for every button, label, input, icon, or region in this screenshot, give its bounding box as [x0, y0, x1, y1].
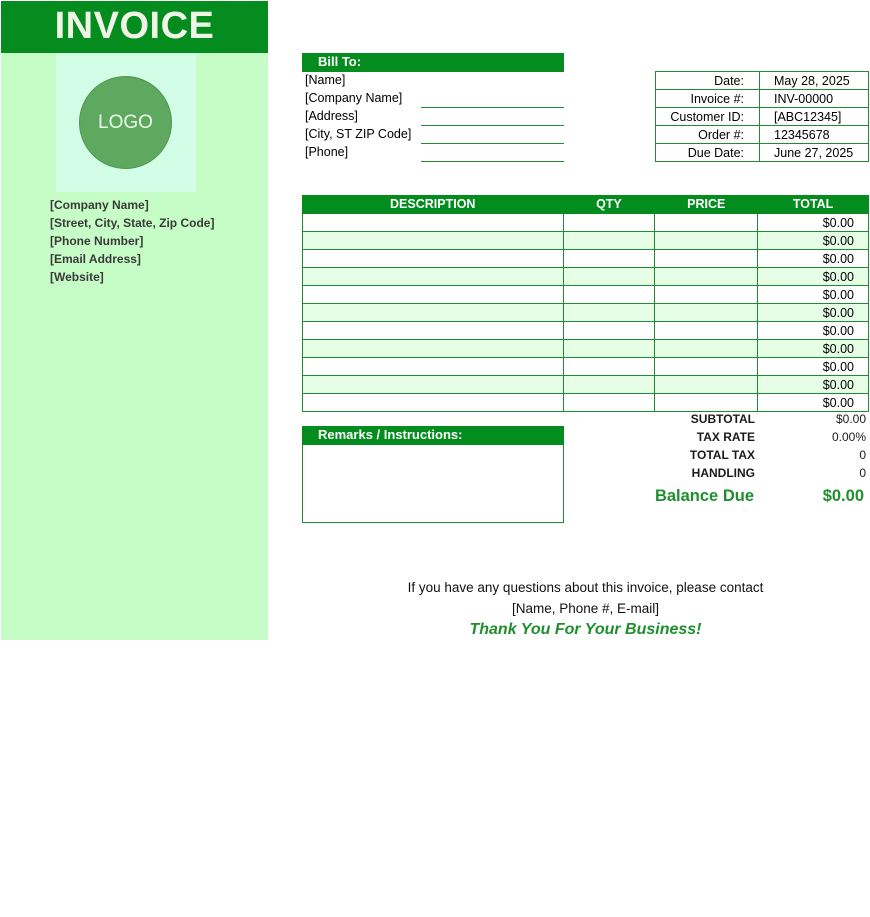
- table-row: [303, 340, 869, 358]
- totals-summary: [600, 410, 869, 508]
- taxrate-label: TAX RATE: [696, 430, 755, 444]
- subtotal-row: [600, 410, 869, 428]
- table-row: [303, 394, 869, 412]
- remarks-heading: Remarks / Instructions:: [302, 426, 564, 445]
- underline: [421, 161, 564, 162]
- item-description-cell[interactable]: [303, 376, 564, 394]
- handling-label: HANDLING: [691, 466, 755, 480]
- col-qty: QTY: [563, 196, 655, 214]
- info-label: Due Date:: [656, 144, 760, 162]
- item-price-cell[interactable]: [655, 304, 758, 322]
- totaltax-row: [600, 446, 869, 464]
- item-qty-cell[interactable]: [563, 286, 655, 304]
- invoice-info-table: [655, 71, 869, 162]
- table-row: [303, 376, 869, 394]
- info-value-date[interactable]: May 28, 2025: [760, 72, 869, 90]
- bill-to-fields: [302, 72, 564, 162]
- item-description-cell[interactable]: [303, 268, 564, 286]
- footer-contact-info[interactable]: [Name, Phone #, E-mail]: [511, 601, 660, 616]
- table-row: [303, 214, 869, 232]
- bill-to-phone[interactable]: [302, 144, 564, 162]
- invoice-title: INVOICE: [54, 5, 215, 47]
- info-value-invoice[interactable]: INV-00000: [760, 90, 869, 108]
- item-price-cell[interactable]: [655, 376, 758, 394]
- table-row: [303, 304, 869, 322]
- item-price-cell[interactable]: [655, 250, 758, 268]
- taxrate-value[interactable]: 0.00%: [831, 430, 866, 444]
- title-bar: [1, 1, 268, 53]
- item-qty-cell[interactable]: [563, 394, 655, 412]
- logo-area: [56, 53, 196, 192]
- company-name[interactable]: [Company Name]: [50, 198, 149, 212]
- item-total-cell: $0.00: [758, 286, 869, 304]
- item-description-cell[interactable]: [303, 394, 564, 412]
- info-value-order[interactable]: 12345678: [760, 126, 869, 144]
- footer-thank-you: Thank You For Your Business!: [469, 621, 702, 638]
- item-description-cell[interactable]: [303, 322, 564, 340]
- item-qty-cell[interactable]: [563, 232, 655, 250]
- bill-to-city[interactable]: [302, 126, 564, 144]
- item-qty-cell[interactable]: [563, 268, 655, 286]
- table-row: [303, 358, 869, 376]
- company-info: [50, 197, 214, 287]
- info-row-invoice: [656, 90, 869, 108]
- item-price-cell[interactable]: [655, 286, 758, 304]
- item-qty-cell[interactable]: [563, 340, 655, 358]
- subtotal-label: SUBTOTAL: [690, 412, 755, 426]
- item-total-cell: $0.00: [758, 304, 869, 322]
- info-label: Date:: [656, 72, 760, 90]
- company-email[interactable]: [Email Address]: [50, 252, 141, 266]
- info-value-customer[interactable]: [ABC12345]: [760, 108, 869, 126]
- item-description-cell[interactable]: [303, 340, 564, 358]
- company-website[interactable]: [Website]: [50, 270, 104, 284]
- table-row: [303, 286, 869, 304]
- table-row: [303, 250, 869, 268]
- table-row: [303, 268, 869, 286]
- item-description-cell[interactable]: [303, 286, 564, 304]
- bill-to-company[interactable]: [302, 90, 564, 108]
- item-price-cell[interactable]: [655, 322, 758, 340]
- item-total-cell: $0.00: [758, 376, 869, 394]
- col-price: PRICE: [655, 196, 758, 214]
- item-description-cell[interactable]: [303, 358, 564, 376]
- item-total-cell: $0.00: [758, 340, 869, 358]
- info-value-due[interactable]: June 27, 2025: [760, 144, 869, 162]
- handling-value[interactable]: 0: [859, 466, 866, 480]
- item-description-cell[interactable]: [303, 304, 564, 322]
- item-price-cell[interactable]: [655, 268, 758, 286]
- item-total-cell: $0.00: [758, 322, 869, 340]
- col-total: TOTAL: [758, 196, 869, 214]
- item-qty-cell[interactable]: [563, 304, 655, 322]
- bill-to-heading: Bill To:: [302, 53, 564, 72]
- totaltax-value: 0: [859, 448, 866, 462]
- info-row-date: [656, 72, 869, 90]
- col-description: DESCRIPTION: [303, 196, 564, 214]
- item-total-cell: $0.00: [758, 268, 869, 286]
- table-row: [303, 232, 869, 250]
- items-body: [303, 214, 869, 412]
- item-qty-cell[interactable]: [563, 214, 655, 232]
- info-label: Customer ID:: [656, 108, 760, 126]
- bill-to-phone-text: [Phone]: [305, 145, 349, 159]
- info-row-customer: [656, 108, 869, 126]
- info-row-due: [656, 144, 869, 162]
- remarks-input[interactable]: [302, 445, 564, 523]
- table-row: [303, 322, 869, 340]
- balance-due-row: [600, 484, 869, 508]
- items-header-row: [303, 196, 869, 214]
- item-total-cell: $0.00: [758, 250, 869, 268]
- item-total-cell: $0.00: [758, 394, 869, 412]
- item-price-cell[interactable]: [655, 214, 758, 232]
- company-phone[interactable]: [Phone Number]: [50, 234, 144, 248]
- logo-placeholder[interactable]: [79, 76, 172, 169]
- item-total-cell: $0.00: [758, 358, 869, 376]
- item-total-cell: $0.00: [758, 232, 869, 250]
- item-qty-cell[interactable]: [563, 322, 655, 340]
- item-price-cell[interactable]: [655, 340, 758, 358]
- item-price-cell[interactable]: [655, 358, 758, 376]
- balance-due-label: Balance Due: [654, 487, 754, 505]
- item-total-cell: $0.00: [758, 214, 869, 232]
- item-qty-cell[interactable]: [563, 250, 655, 268]
- bill-to-name-text: [Name]: [305, 73, 346, 87]
- taxrate-row: [600, 428, 869, 446]
- item-price-cell[interactable]: [655, 394, 758, 412]
- totaltax-label: TOTAL TAX: [689, 448, 755, 462]
- subtotal-value: $0.00: [835, 412, 866, 426]
- info-label: Order #:: [656, 126, 760, 144]
- bill-to-address[interactable]: [302, 108, 564, 126]
- info-row-order: [656, 126, 869, 144]
- bill-to-company-text: [Company Name]: [305, 91, 403, 105]
- item-description-cell[interactable]: [303, 250, 564, 268]
- bill-to-name[interactable]: [302, 72, 564, 90]
- footer-contact-note: If you have any questions about this invoice, please contact: [407, 580, 764, 595]
- item-price-cell[interactable]: [655, 232, 758, 250]
- item-description-cell[interactable]: [303, 232, 564, 250]
- line-items-table: [302, 195, 869, 412]
- bill-to-city-text: [City, ST ZIP Code]: [305, 127, 412, 141]
- item-qty-cell[interactable]: [563, 358, 655, 376]
- logo-text: LOGO: [98, 111, 153, 133]
- item-qty-cell[interactable]: [563, 376, 655, 394]
- info-label: Invoice #:: [656, 90, 760, 108]
- bill-to-address-text: [Address]: [305, 109, 358, 123]
- handling-row: [600, 464, 869, 482]
- item-description-cell[interactable]: [303, 214, 564, 232]
- balance-due-value: $0.00: [822, 487, 864, 505]
- company-address[interactable]: [Street, City, State, Zip Code]: [50, 216, 215, 230]
